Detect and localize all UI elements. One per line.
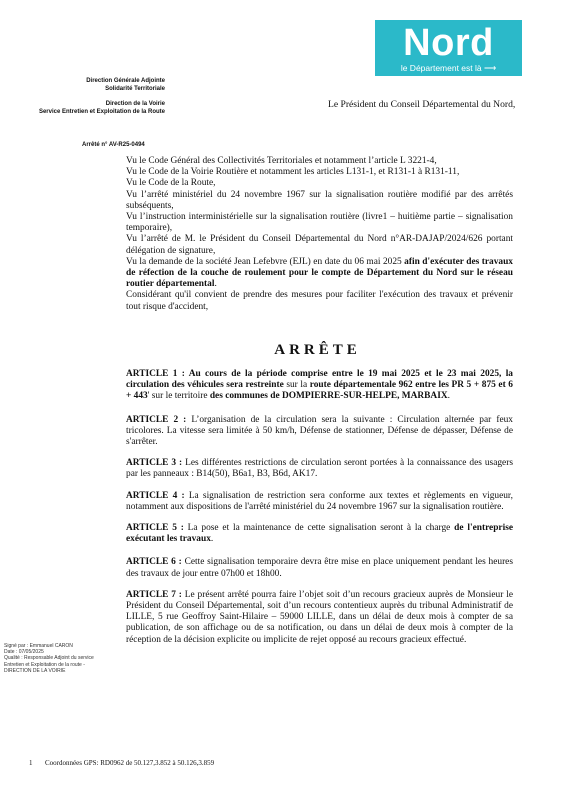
page-number: 1 (29, 759, 33, 767)
dept-line-3: Direction de la Voirie (105, 101, 165, 107)
dept-line-4: Service Entretien et Exploitation de la Route (38, 109, 165, 115)
articles (126, 369, 513, 656)
vu-line: Vu le Code Général des Collectivités Territoriales et notamment l’article L 3221-4, (126, 156, 437, 166)
signer-quality: Qualité : Responsable Adjoint du service Entretien et Exploitation de la route - DIRECTION DE LA VOIRIE (4, 655, 94, 674)
vu-line: Vu le Code de la Voirie Routière et notamment les articles L131-1, et R131-1 à R131-11, (126, 167, 460, 178)
vu-line: Vu l’instruction interministérielle sur la signalisation routière (livre1 – huitième partie – signalisation temporaire), (126, 212, 513, 234)
vu-demande: Vu la demande de la société Jean Lefebvre (EJL) en date du 06 mai 2025 afin d'exécuter des travaux de réfection de la couche de roulement pour le compte de Département du Nord sur le réseau routier départemental. (126, 256, 513, 290)
article-3: ARTICLE 3 : Les différentes restrictions de circulation seront portées à la connaissance des usagers par les panneaux : B14(50), B6a1, B3, B6d, AK17. (126, 458, 513, 480)
nord-logo (375, 20, 522, 76)
article-5: ARTICLE 5 : La pose et la maintenance de cette signalisation seront à la charge de l'entreprise exécutant les travaux. (126, 523, 514, 545)
vu-line: Vu l’arrêté de M. le Président du Conseil Départemental du Nord n°AR-DAJAP/2024/626 portant délégation de signature, (126, 234, 513, 256)
department-block (0, 77, 165, 116)
president-heading: Le Président du Conseil Départemental du Nord, (328, 99, 516, 110)
dept-line-2: Solidarité Territoriale (105, 86, 165, 92)
article-7: ARTICLE 7 : Le présent arrêté pourra faire l’objet soit d’un recours gracieux auprès de Monsieur le Président du Conseil Départemental, soit d’un recours contentieux auprès du tribunal Administratif de LILLE, 5 rue Geoffroy Saint-Hilaire – 59000 LILLE, dans un délai de deux mois à compter de sa publication, de son affichage ou de sa notification, ou dans un délai de deux mois à compter de la réception de la décision explicite ou implicite de rejet opposé au recours gracieux effectué. (126, 589, 513, 645)
decree-reference: Arrêté n° AV-R25-0494 (82, 142, 145, 148)
logo-tagline: le Département est là ⟶ (400, 63, 497, 73)
dept-line-1: Direction Générale Adjointe (86, 78, 165, 84)
article-6: ARTICLE 6 : Cette signalisation temporaire devra être mise en place uniquement pendant les heures des travaux de jour entre 07h00 et 18h00. (126, 557, 513, 579)
signature-date: Date : 07/05/2025 (4, 649, 44, 656)
logo-word: Nord (403, 22, 494, 64)
footer (29, 759, 214, 767)
considerant: Considérant qu'il convient de prendre des mesures pour faciliter l'exécution des travaux et prévenir tout risque d'accident, (126, 290, 513, 312)
considerations (126, 156, 513, 313)
article-1: ARTICLE 1 : Au cours de la période comprise entre le 19 mai 2025 et le 23 mai 2025, la circulation des véhicules sera restreinte sur la route départementale 962 entre les PR 5 + 875 et 6 + 443' sur le territoire des communes de DOMPIERRE-SUR-HELPE, MARBAIX. (126, 369, 513, 402)
signer: Signé par : Emmanuel CARON (4, 643, 73, 649)
article-2: ARTICLE 2 : L’organisation de la circulation sera la suivante : Circulation alternée par feux tricolores. La vitesse sera limitée à 50 km/h, Défense de stationner, Défense de dépasser, Défense de s'arrêter. (126, 414, 513, 448)
electronic-signature (4, 643, 99, 674)
article-4: ARTICLE 4 : La signalisation de restriction sera conforme aux textes et règlements en vigueur, notamment aux dispositions de l'arrêté ministériel du 24 novembre 1967 sur la signalisation routière. (126, 490, 514, 512)
decree-title: ARRÊTE (274, 342, 361, 358)
gps-coordinates: Coordonnées GPS: RD0962 de 50.127,3.852 à 50.126,3.859 (45, 759, 215, 767)
vu-line: Vu l’arrêté ministériel du 24 novembre 1967 sur la signalisation routière modifié par des arrêtés subséquents, (126, 189, 513, 211)
vu-line: Vu le Code de la Route, (126, 178, 216, 189)
